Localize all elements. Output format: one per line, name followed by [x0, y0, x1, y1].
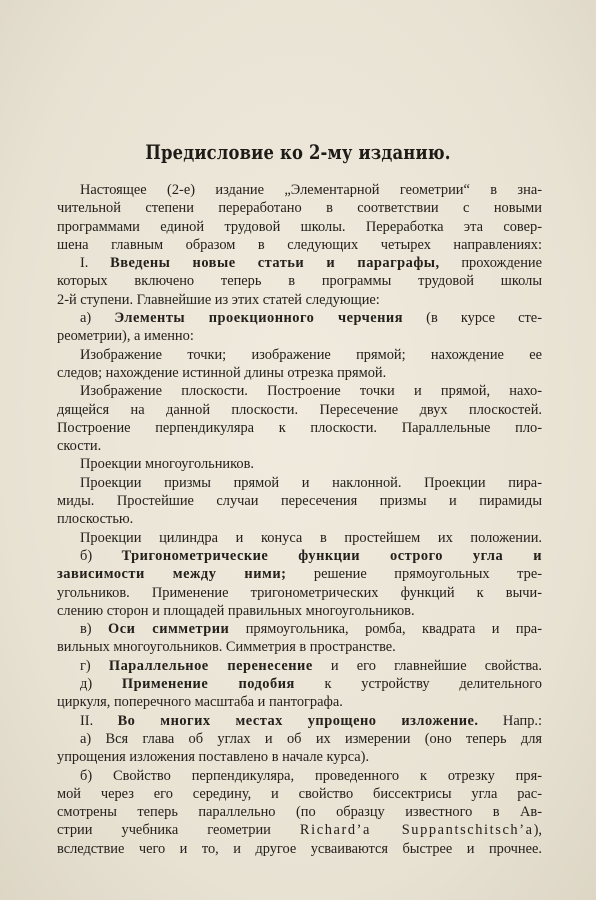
text-line: б) Свойство перпендикуляра, проведенного к отрезку пря-	[80, 767, 542, 784]
text-line	[57, 620, 542, 638]
text-line	[57, 309, 542, 327]
line-rest: решение прямоугольных тре-	[286, 566, 542, 583]
text-line: мой через его середину, и свойство биссектрисы угла рас-	[57, 785, 542, 802]
text-line	[57, 565, 542, 583]
text-line: плоскостью.	[57, 511, 134, 528]
line-prefix: д)	[80, 676, 122, 693]
text-line: 2-й ступени. Главнейшие из этих статей следующие:	[57, 291, 380, 308]
text-line: шена главным образом в следующих четырех направлениях:	[57, 236, 542, 253]
line-prefix: г)	[80, 657, 109, 674]
line-prefix: I.	[80, 255, 111, 272]
text-line	[57, 675, 542, 693]
line-rest: ),	[533, 822, 542, 839]
text-line	[57, 254, 542, 272]
preface-text	[57, 181, 542, 858]
text-line: вследствие чего и то, и другое усваиваются быстрее и прочнее.	[57, 840, 542, 857]
text-line: программами единой трудовой школы. Переработка эта совер-	[57, 218, 542, 235]
text-line: а) Вся глава об углах и об их измерении (оно теперь для	[80, 730, 542, 747]
bold-heading: Во многих местах упрощено изложение.	[117, 712, 479, 729]
text-line: Изображение точки; изображение прямой; нахождение ее	[80, 346, 542, 363]
line-prefix: стрии учебника геометрии	[57, 822, 300, 839]
text-line: Построение перпендикуляра к плоскости. Параллельные пло-	[57, 419, 542, 436]
text-line: которых включено теперь в программы трудовой школы	[57, 273, 542, 290]
text-line: упрощения изложения поставлено в начале курса).	[57, 749, 370, 766]
line-rest: и его главнейшие свойства.	[312, 657, 542, 674]
bold-heading: Применение подобия	[121, 676, 295, 693]
text-line: Проекции цилиндра и конуса в простейшем их положении.	[80, 529, 542, 546]
text-line: слению сторон и площадей правильных многоугольников.	[57, 602, 415, 619]
line-prefix: б)	[80, 547, 122, 564]
text-line: Изображение плоскости. Построение точки и прямой, нахо-	[80, 383, 542, 400]
text-line: скости.	[57, 438, 102, 455]
text-line: следов; нахождение истинной длины отрезка прямой.	[57, 364, 387, 381]
text-line: смотрены теперь параллельно (по образцу известного в Ав-	[57, 804, 542, 821]
line-rest: к устройству делительного	[294, 676, 542, 693]
spaced-name: Richard’a Suppantschitsch’a	[299, 822, 534, 839]
line-rest: (в курсе сте-	[403, 310, 542, 327]
text-line	[57, 547, 542, 565]
line-rest: прямоугольника, ромба, квадрата и пра-	[229, 621, 542, 638]
line-rest: прохождение	[439, 255, 542, 272]
bold-heading: Введены новые статьи и параграфы,	[110, 255, 440, 272]
text-line: вильных многоугольников. Симметрия в пространстве.	[57, 639, 396, 656]
page-title: Предисловие ко 2-му изданию.	[145, 140, 451, 164]
bold-heading: Параллельное перенесение	[108, 657, 313, 674]
line-prefix: II.	[80, 712, 118, 729]
line-prefix: в)	[80, 621, 109, 638]
text-line	[57, 821, 542, 839]
bold-heading: Тригонометрические функции острого угла и	[121, 547, 542, 564]
bold-heading: Оси симметрии	[108, 621, 230, 638]
text-line: чительной степени переработано в соответствии с новыми	[57, 200, 542, 217]
text-line: циркуля, поперечного масштаба и пантографа.	[57, 694, 343, 711]
bold-heading: зависимости между ними;	[57, 566, 287, 583]
text-line	[57, 657, 542, 675]
text-line: Проекции многоугольников.	[80, 456, 254, 473]
text-line: реометрии), а именно:	[57, 328, 194, 345]
text-line: Проекции призмы прямой и наклонной. Проекции пира-	[80, 474, 542, 491]
line-prefix: а)	[80, 310, 115, 327]
text-line	[57, 712, 542, 730]
text-line: угольников. Применение тригонометрических функций к вычи-	[57, 584, 542, 601]
text-line: дящейся на данной плоскости. Пересечение двух плоскостей.	[57, 401, 542, 418]
line-rest: Напр.:	[478, 712, 542, 729]
text-line: Настоящее (2-е) издание „Элементарной геометрии“ в зна-	[80, 182, 542, 198]
bold-heading: Элементы проекционного черчения	[114, 310, 404, 327]
text-line: миды. Простейшие случаи пересечения призмы и пирамиды	[57, 493, 542, 510]
